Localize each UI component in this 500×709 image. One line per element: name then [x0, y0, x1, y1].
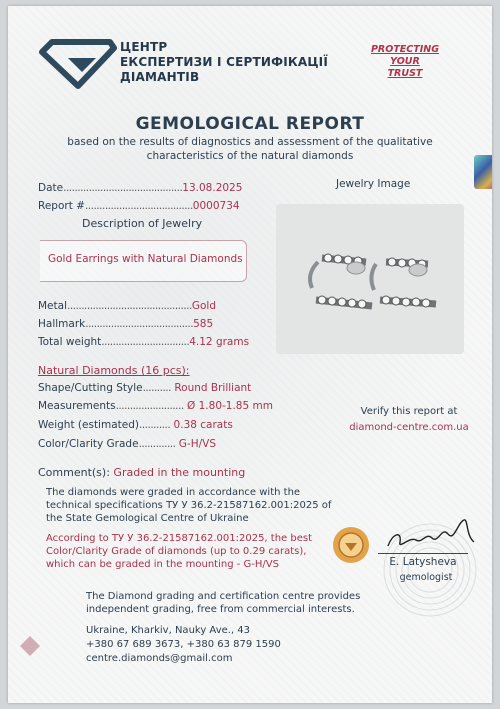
date-value: 13.08.2025: [182, 182, 243, 194]
certificate-page: [8, 6, 492, 703]
total-weight-row: Total weight...............................4.12 grams: [38, 336, 250, 348]
verify-url-link[interactable]: diamond-centre.com.ua: [349, 422, 469, 433]
diamond-logo-icon: [38, 38, 118, 90]
phone-text: +380 67 689 3673, +380 63 879 1590: [86, 639, 281, 650]
email-link[interactable]: centre.diamonds@gmail.com: [86, 653, 233, 664]
diamonds-heading: Natural Diamonds (16 pcs):: [38, 364, 190, 377]
grading-standard-text: The diamonds were graded in accordance with the technical specifications ТУ У 36.2-21587162.001:2025 of the State Gemological Centre of Ukraine: [46, 487, 332, 524]
gemologist-name: E. Latysheva: [378, 553, 468, 568]
handwritten-signature-icon: [382, 516, 478, 554]
comments-row: Comment(s): Graded in the mounting: [38, 466, 246, 479]
report-title: GEMOLOGICAL REPORT: [135, 114, 365, 134]
jewelry-description-box: [40, 240, 247, 282]
hallmark-row: Hallmark......................................585: [38, 318, 214, 330]
contact-block: [86, 624, 366, 666]
jewelry-photo: [276, 204, 464, 354]
report-number-row: Report #......................................0000734: [38, 200, 240, 212]
comments-value: Graded in the mounting: [113, 466, 246, 479]
independence-statement: The Diamond grading and certification centre provides independent grading, free from commercial interests.: [86, 591, 361, 615]
measurements-row: Measurements........................ Ø 1.80-1.85 mm: [38, 400, 273, 412]
best-grade-note: According to ТУ У 36.2-21587162.001:2025, the best Color/Clarity Grade of diamonds (up to 0.29 carats), which can be graded in the mounting - G-H/VS: [46, 533, 313, 570]
grade-row: Color/Clarity Grade............. G-H/VS: [38, 438, 217, 450]
gold-seal-stamp-icon: [332, 526, 370, 564]
hologram-sticker-icon: [474, 155, 492, 189]
report-subtitle: based on the results of diagnostics and assessment of the qualitative characteristics of the natural diamonds: [67, 136, 433, 162]
date-row: Date..........................................13.08.2025: [38, 182, 243, 194]
address-text: Ukraine, Kharkiv, Nauky Ave., 43: [86, 625, 251, 636]
description-heading: Description of Jewelry: [82, 217, 203, 230]
corner-triangle-icon: [18, 634, 42, 658]
report-number-value: 0000734: [192, 200, 240, 212]
jewelry-image-label: Jewelry Image: [336, 178, 411, 190]
organization-name: ЦЕНТР ЕКСПЕРТИЗИ І СЕРТИФІКАЦІЇ ДІАМАНТІВ: [120, 40, 329, 84]
slogan: PROTECTING YOUR TRUST: [370, 44, 440, 79]
shape-row: Shape/Cutting Style.......... Round Brilliant: [38, 382, 252, 394]
jewelry-description: Gold Earrings with Natural Diamonds: [48, 253, 243, 265]
metal-row: Metal............................................Gold: [38, 300, 217, 312]
verify-block: Verify this report at diamond-centre.com.ua: [346, 404, 472, 436]
gemologist-title: gemologist: [399, 572, 453, 583]
diamond-weight-row: Weight (estimated)........... 0.38 carats: [38, 419, 233, 431]
